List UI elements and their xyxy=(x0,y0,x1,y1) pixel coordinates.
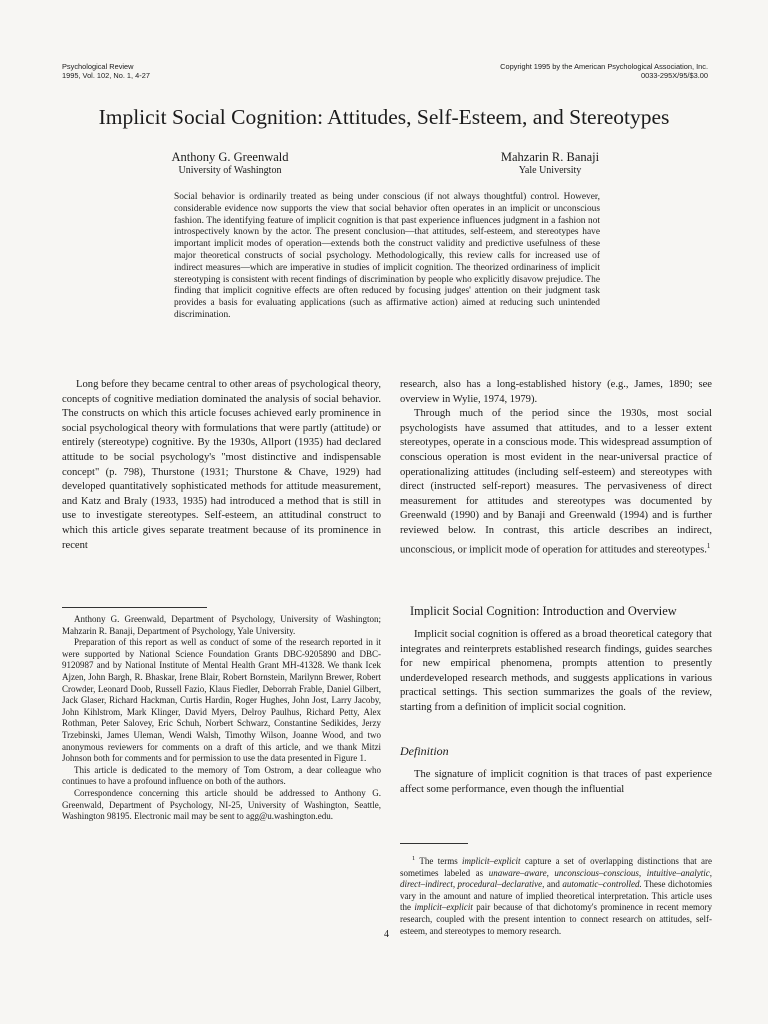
author-affiliation: Yale University xyxy=(518,165,582,176)
footnote-marker: 1 xyxy=(412,855,416,862)
author-block-2 xyxy=(460,151,640,177)
body-paragraph: Implicit social cognition is offered as a broad theoretical category that integrates and reinterprets established research findings, guides searches for new empirical phenomena, prompts attention to presently underdeveloped research methods, and suggests applications in various practical settings. This section summarizes the goals of the review, starting from a definition of implicit social cognition. xyxy=(400,629,712,713)
page-number: 4 xyxy=(384,929,389,940)
footnote xyxy=(400,853,712,937)
footnote-text: These dichotomies vary in the amount and nature of implied theoretical interpretation. This article uses the xyxy=(400,879,712,913)
author-note xyxy=(62,614,381,823)
author-name: Anthony G. Greenwald xyxy=(171,150,289,164)
footnote-divider xyxy=(62,607,207,608)
body-paragraph-text: Through much of the period since the 1930s, most social psychologists have assumed that attitudes, and to a lesser extent stereotypes, operate in a conscious mode. This widespread assumption of conscious operation is most evident in the near-universal practice of operationalizing attitudes (including self-esteem) and stereotypes with direct (instructed self-report) measures. The pervasiveness of direct measurement for attitudes and stereotypes was documented by Greenwald (1990) and by Banaji and Greenwald (1994) and is further reviewed below. In contrast, this article describes an indirect, unconscious, or implicit mode of operation for attitudes and stereotypes. xyxy=(400,408,712,556)
running-header-left xyxy=(62,62,150,80)
footnote-text: capture a set of overlapping distinctions that are sometimes labeled as xyxy=(400,856,712,878)
section-body xyxy=(400,628,712,716)
footnote-divider xyxy=(400,843,468,844)
section-heading: Implicit Social Cognition: Introduction and Overview xyxy=(410,604,677,618)
author-affiliation: University of Washington xyxy=(178,165,282,176)
footnote-term: unaware–aware, unconscious–conscious, intuitive–analytic, direct–indirect, procedural–declarative, xyxy=(400,867,712,890)
body-paragraph xyxy=(400,407,712,557)
footnote-text: and xyxy=(544,879,563,890)
body-paragraph: The signature of implicit cognition is that traces of past experience affect some performance, even though the influential xyxy=(400,769,712,795)
footnote-text: The terms xyxy=(415,856,463,866)
subsection-heading: Definition xyxy=(400,744,449,758)
article-title: Implicit Social Cognition: Attitudes, Self-Esteem, and Stereotypes xyxy=(98,105,670,129)
issn-line: 0033-295X/95/$3.00 xyxy=(641,71,708,80)
body-paragraph: Long before they became central to other areas of psychological theory, concepts of cognitive mediation dominated the analysis of social behavior. The constructs on which this article focuses achieved early prominence in social psychological theory with formulations that were partly (attitude) or entirely (stereotype) cognitive. By the 1930s, Allport (1935) had declared attitude to be social psychology's "most distinctive and indispensable concept" (p. 798), Thurstone (1931; Thurstone & Chave, 1929) had developed quantitatively sophisticated methods for attitude measurement, and Katz and Braly (1933, 1935) had introduced a method that is still in use to investigate stereotypes. Self-esteem, an attitudinal construct to which this article gives separate treatment because of its prominence in recent xyxy=(62,379,381,551)
author-note-paragraph: Preparation of this report as well as conduct of some of the research reported in it were supported by National Science Foundation Grants DBC-9205890 and DBC-9120987 and by National Institute of Mental Health Grant MH-41328. We thank Icek Ajzen, John Bargh, R. Bhaskar, Irene Blair, Robert Bornstein, Marilynn Brewer, Robert Crowder, Leonard Doob, Russell Fazio, Klaus Fiedler, Deborrah Frable, Daniel Gilbert, Jack Glaser, Richard Hackman, Curtis Hardin, Roger Hughes, John Jost, Larry Jacoby, John Kihlstrom, Mark Klinger, David Myers, Delroy Paulhus, Richard Petty, Alex Rothman, Peter Salovey, Eric Schuh, Norbert Schwarz, Constantine Sedikides, Jerzy Trzebinski, James Uleman, Wendi Walsh, Timothy Wilson, Joanne Wood, and two anonymous reviewers for comments on a draft of this article, and we thank Mitzi Johnson both for comments and for permission to use the data presented in Figure 1. xyxy=(62,637,381,764)
author-name: Mahzarin R. Banaji xyxy=(500,150,600,164)
footnote-paragraph xyxy=(400,853,712,937)
author-note-paragraph: This article is dedicated to the memory of Tom Ostrom, a dear colleague who continues to have a profound influence on both of the authors. xyxy=(62,764,381,787)
body-column-right xyxy=(400,378,712,558)
journal-name: Psychological Review xyxy=(62,62,134,71)
author-block-1 xyxy=(130,151,330,177)
abstract: Social behavior is ordinarily treated as being under conscious (if not always thoughtful) control. However, considerable evidence now supports the view that social behavior often operates in an implicit or unconscious fashion. The identifying feature of implicit cognition is that past experience influences judgment in a fashion not introspectively known by the actor. The present conclusion—that attitudes, self-esteem, and stereotypes have important implicit modes of operation—extends both the construct validity and predictive usefulness of these major theoretical constructs of social psychology. Methodologically, this review calls for increased use of indirect measures—which are imperative in studies of implicit cognition. The theorized ordinariness of implicit stereotyping is consistent with recent findings of discrimination by people who explicitly disavow prejudice. The finding that implicit cognitive effects are often reduced by focusing judges' attention on their judgment task provides a basis for evaluating applications (such as affirmative action) aimed at reducing such unintended discrimination. xyxy=(174,192,600,320)
footnote-term: implicit–explicit xyxy=(414,902,473,913)
body-column-left xyxy=(62,378,381,553)
body-paragraph: research, also has a long-established history (e.g., James, 1890; see overview in Wylie, 1974, 1979). xyxy=(400,379,712,405)
footnote-text: pair because of that dichotomy's prominence in recent memory research, coupled with the present intention to connect research on attitudes, self-esteem, and stereotypes to memory research. xyxy=(400,902,713,936)
subsection-body xyxy=(400,768,712,797)
author-note-paragraph: Correspondence concerning this article should be addressed to Anthony G. Greenwald, Department of Psychology, NI-25, University of Washington, Seattle, Washington 98195. Electronic mail may be sent to agg@u.washington.edu. xyxy=(62,787,381,822)
copyright-line: Copyright 1995 by the American Psychological Association, Inc. xyxy=(500,62,708,71)
volume-info: 1995, Vol. 102, No. 1, 4-27 xyxy=(62,71,150,80)
running-header-right xyxy=(500,62,708,80)
footnote-reference: 1 xyxy=(706,541,711,550)
footnote-term: automatic–controlled. xyxy=(562,879,642,890)
footnote-term: implicit–explicit xyxy=(462,856,521,866)
author-note-paragraph: Anthony G. Greenwald, Department of Psychology, University of Washington; Mahzarin R. Banaji, Department of Psychology, Yale University. xyxy=(62,614,381,636)
